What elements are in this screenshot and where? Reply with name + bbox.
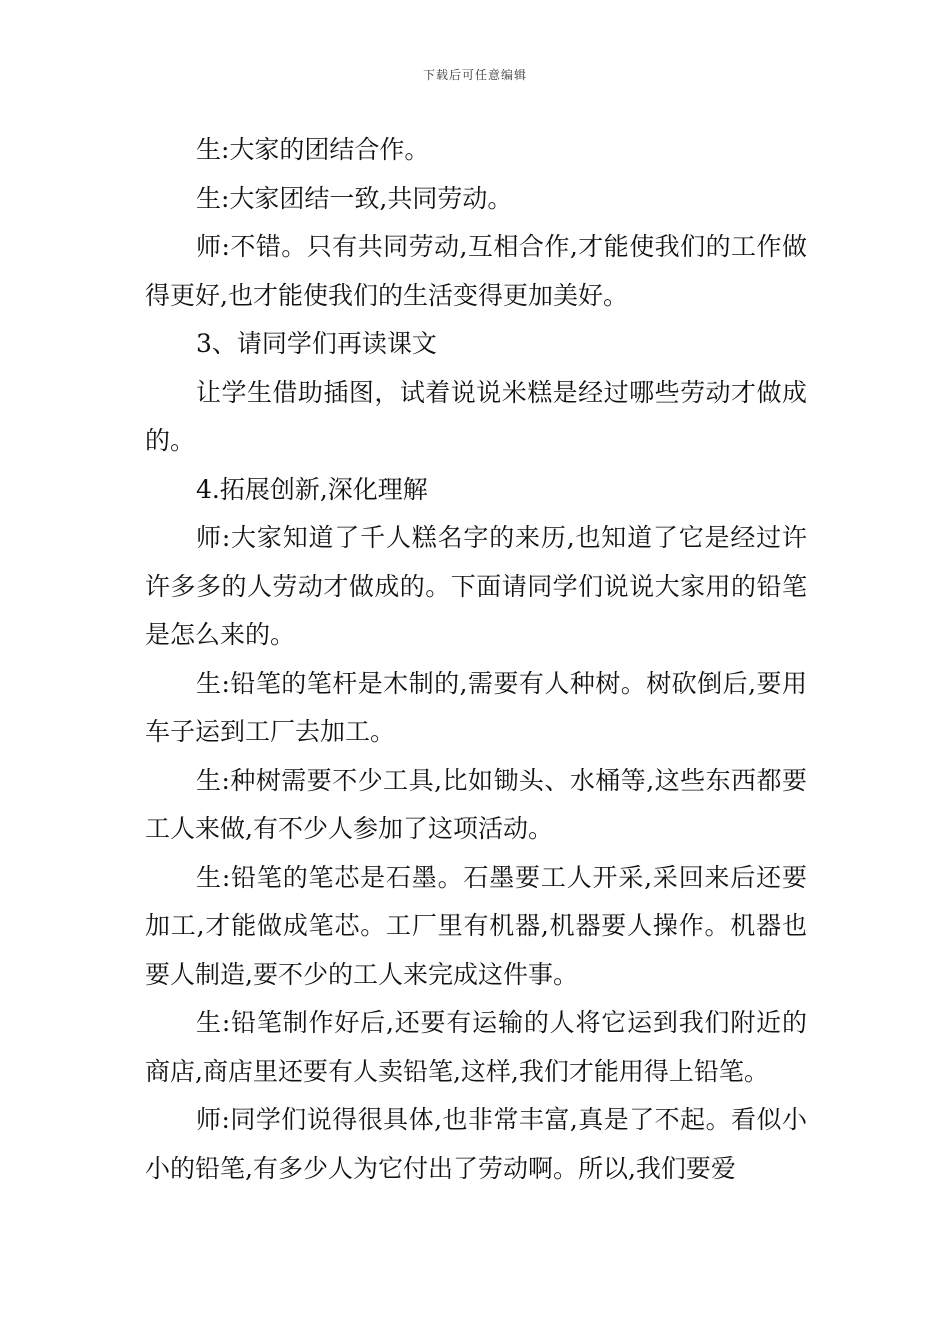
paragraph-student-5: 生:铅笔的笔芯是石墨。石墨要工人开采,采回来后还要加工,才能做成笔芯。工厂里有机器,机器要人操作。机器也要人制造,要不少的工人来完成这件事。 — [145, 862, 807, 989]
paragraph-student-2: 生:大家团结一致,共同劳动。 — [196, 183, 513, 213]
paragraph-instruction: 让学生借助插图，试着说说米糕是经过哪些劳动才做成的。 — [145, 377, 807, 455]
paragraph-teacher-1: 师:不错。只有共同劳动,互相合作,才能使我们的工作做得更好,也才能使我们的生活变得更加美好。 — [145, 232, 807, 310]
body-text — [145, 126, 807, 1193]
paragraph-teacher-2: 师:大家知道了千人糕名字的来历,也知道了它是经过许许多多的人劳动才做成的。下面请同学们说说大家用的铅笔是怎么来的。 — [145, 523, 807, 649]
paragraph-student-4: 生:种树需要不少工具,比如锄头、水桶等,这些东西都要工人来做,有不少人参加了这项活动。 — [145, 765, 807, 843]
paragraph-teacher-3: 师:同学们说得很具体,也非常丰富,真是了不起。看似小小的铅笔,有多少人为它付出了劳动啊。所以,我们要爱 — [145, 1105, 807, 1183]
paragraph-step-3: 3、请同学们再读课文 — [196, 329, 437, 358]
header-note: 下载后可任意编辑 — [422, 68, 527, 82]
paragraph-student-1: 生:大家的团结合作。 — [196, 135, 430, 164]
paragraph-student-6: 生:铅笔制作好后,还要有运输的人将它运到我们附近的商店,商店里还要有人卖铅笔,这样,我们才能用得上铅笔。 — [145, 1008, 807, 1086]
paragraph-step-4: 4.拓展创新,深化理解 — [196, 474, 428, 504]
paragraph-student-3: 生:铅笔的笔杆是木制的,需要有人种树。树砍倒后,要用车子运到工厂去加工。 — [145, 668, 807, 746]
